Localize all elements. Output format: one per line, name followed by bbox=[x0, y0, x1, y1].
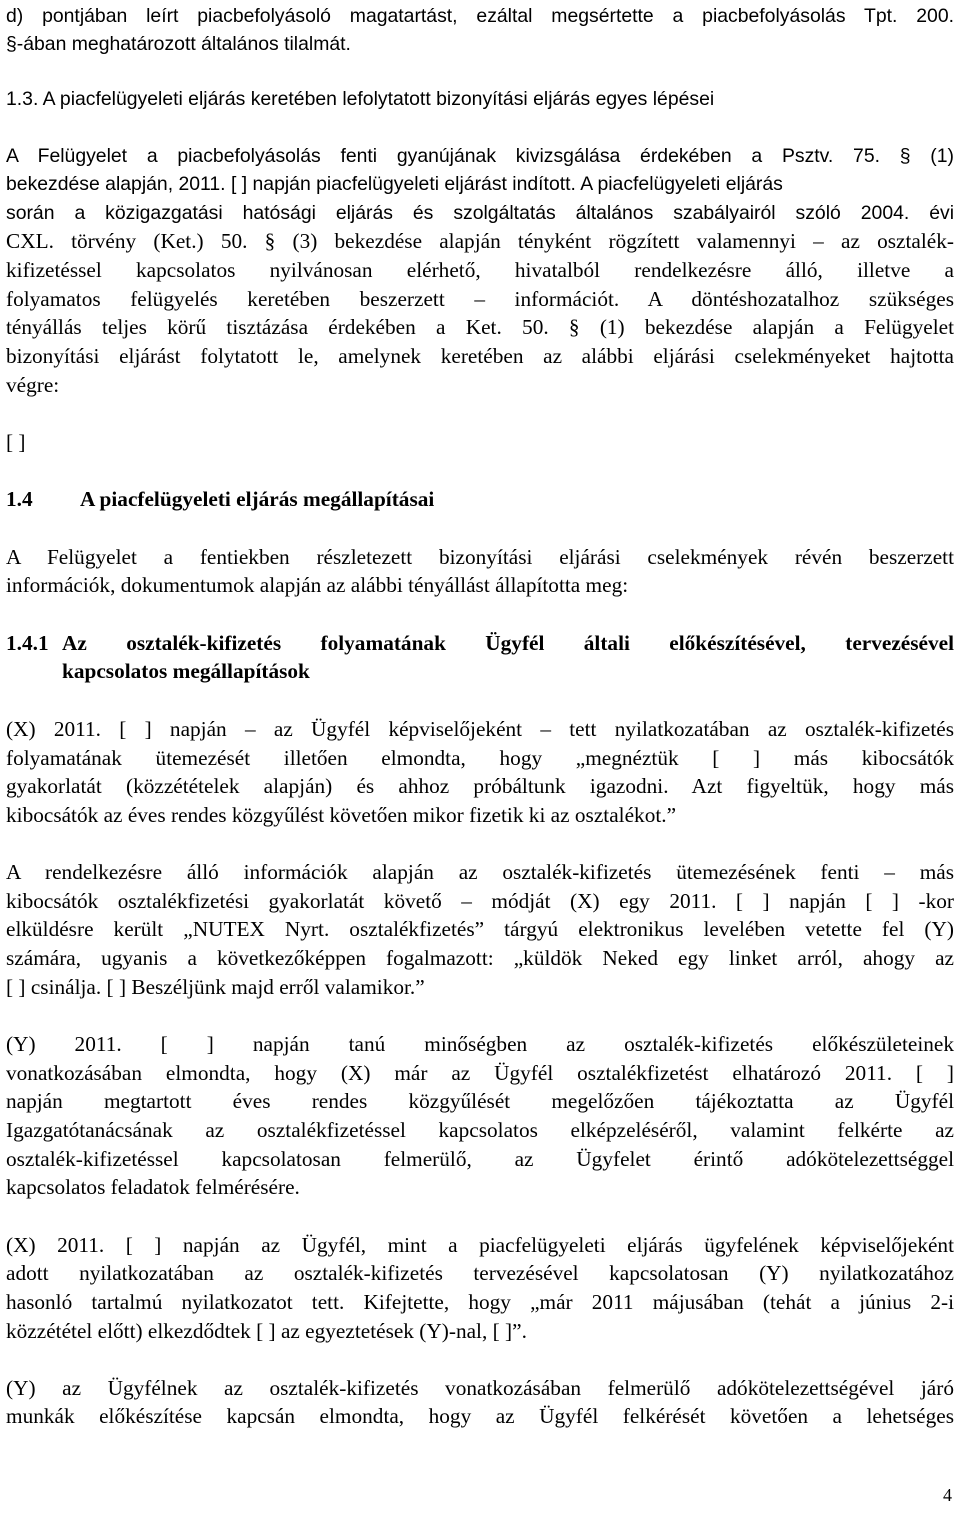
paragraph-line: elküldésre került „NUTEX Nyrt. osztalékfizetés” tárgyú elektronikus levelében vetette fel (Y) bbox=[6, 917, 954, 941]
section-heading-1-3: 1.3. A piacfelügyeleti eljárás keretében lefolytatott bizonyítási eljárás egyes lépései bbox=[6, 88, 715, 110]
paragraph-line: folyamatának ütemezését illetően elmondta, hogy „megnéztük [ ] más kibocsátók bbox=[6, 746, 954, 770]
paragraph-line: bekezdése alapján, 2011. [ ] napján piacfelügyeleti eljárást indított. A piacfelügyeleti eljárás bbox=[6, 173, 783, 195]
paragraph-line: CXL. törvény (Ket.) 50. § (3) bekezdése alapján tényként rögzített valamennyi – az osztalék- bbox=[6, 229, 954, 253]
paragraph-line: A Felügyelet a fentiekben részletezett bizonyítási eljárási cselekmények révén beszerzett bbox=[6, 545, 954, 569]
paragraph-line: kifizetéssel kapcsolatos nyilvánosan elérhető, hivatalból rendelkezésre álló, illetve a bbox=[6, 258, 954, 282]
paragraph-line: kibocsátók az éves rendes közgyűlést követően mikor fizetik ki az osztalékot.” bbox=[6, 803, 677, 827]
paragraph-line: folyamatos felügyelés keretében beszerzett – információt. A döntéshozatalhoz szükséges bbox=[6, 287, 954, 311]
paragraph-line: bizonyítási eljárást folytatott le, amelynek keretében az alábbi eljárási cselekményeket hajtotta bbox=[6, 344, 954, 368]
paragraph-line: végre: bbox=[6, 373, 60, 397]
paragraph-line: vonatkozásában elmondta, hogy (X) már az Ügyfél osztalékfizetést elhatározó 2011. [ ] bbox=[6, 1061, 954, 1085]
paragraph-line: tényállás teljes körű tisztázása érdekében a Ket. 50. § (1) bekezdése alapján a Felügyelet bbox=[6, 315, 954, 339]
paragraph-line: A Felügyelet a piacbefolyásolás fenti gyanújának kivizsgálása érdekében a Psztv. 75. § (1) bbox=[6, 145, 954, 167]
paragraph-line: munkák előkészítése kapcsán elmondta, hogy az Ügyfél felkérését követően a lehetséges bbox=[6, 1404, 954, 1428]
section-title-1-4: A piacfelügyeleti eljárás megállapításai bbox=[80, 487, 435, 511]
paragraph-line: kapcsolatos feladatok felmérésére. bbox=[6, 1175, 300, 1199]
paragraph-line: osztalék-kifizetéssel kapcsolatosan felmerülő, az Ügyfelet érintő adókötelezettséggel bbox=[6, 1147, 954, 1171]
paragraph-line: során a közigazgatási hatósági eljárás és szolgáltatás általános szabályairól szóló 2004. évi bbox=[6, 202, 954, 224]
page-number: 4 bbox=[943, 1485, 952, 1505]
paragraph-line: információk, dokumentumok alapján az alábbi tényállást állapította meg: bbox=[6, 573, 629, 597]
paragraph-line: gyakorlatát (közzétételek alapján) és ahhoz próbáltunk igazodni. Azt figyeltük, hogy más bbox=[6, 774, 954, 798]
paragraph-line: [ ] csinálja. [ ] Beszéljünk majd erről valamikor.” bbox=[6, 975, 425, 999]
paragraph-line: napján megtartott éves rendes közgyűlését megelőzően tájékoztatta az Ügyfél bbox=[6, 1089, 954, 1113]
paragraph-line: kibocsátók osztalékfizetési gyakorlatát követő – módját (X) egy 2011. [ ] napján [ ] -kor bbox=[6, 889, 954, 913]
paragraph-line: számára, ugyanis a következőképpen fogalmazott: „küldök Neked egy linket arról, ahogy az bbox=[6, 946, 954, 970]
paragraph-line: (Y) 2011. [ ] napján tanú minőségben az osztalék-kifizetés előkészületeinek bbox=[6, 1032, 954, 1056]
intro-line-2: §-ában meghatározott általános tilalmát. bbox=[6, 33, 351, 55]
paragraph-line: adott nyilatkozatában az osztalék-kifizetés tervezésével kapcsolatosan (Y) nyilatkozatához bbox=[6, 1261, 954, 1285]
section-number-1-4-1: 1.4.1 bbox=[6, 631, 49, 655]
paragraph-line: Igazgatótanácsának az osztalékfizetéssel kapcsolatos elképzeléséről, valamint felkérte az bbox=[6, 1118, 954, 1142]
section-title-1-4-1: Az osztalék-kifizetés folyamatának Ügyfél általi előkészítésével, tervezésével bbox=[62, 631, 954, 655]
section-number-1-4: 1.4 bbox=[6, 487, 33, 511]
section-title-1-4-1-cont: kapcsolatos megállapítások bbox=[62, 659, 310, 683]
paragraph-line: hasonló tartalmú nyilatkozatot tett. Kifejtette, hogy „már 2011 májusában (tehát a június 2-i bbox=[6, 1290, 954, 1314]
paragraph-line: A rendelkezésre álló információk alapján az osztalék-kifizetés ütemezésének fenti – más bbox=[6, 860, 954, 884]
intro-line-1: d) pontjában leírt piacbefolyásoló magatartást, ezáltal megsértette a piacbefolyásolás Tpt. 200. bbox=[6, 5, 954, 27]
paragraph-line: (X) 2011. [ ] napján az Ügyfél, mint a piacfelügyeleti eljárás ügyfelének képviselőjeként bbox=[6, 1233, 954, 1257]
ellipsis-marker: [ ] bbox=[6, 430, 26, 454]
paragraph-line: (Y) az Ügyfélnek az osztalék-kifizetés vonatkozásában felmerülő adókötelezettségével járó bbox=[6, 1376, 954, 1400]
paragraph-line: közzététel előtt) elkezdődtek [ ] az egyeztetések (Y)-nal, [ ]”. bbox=[6, 1319, 527, 1343]
paragraph-line: (X) 2011. [ ] napján – az Ügyfél képviselőjeként – tett nyilatkozatában az osztalék-kifizetés bbox=[6, 717, 954, 741]
